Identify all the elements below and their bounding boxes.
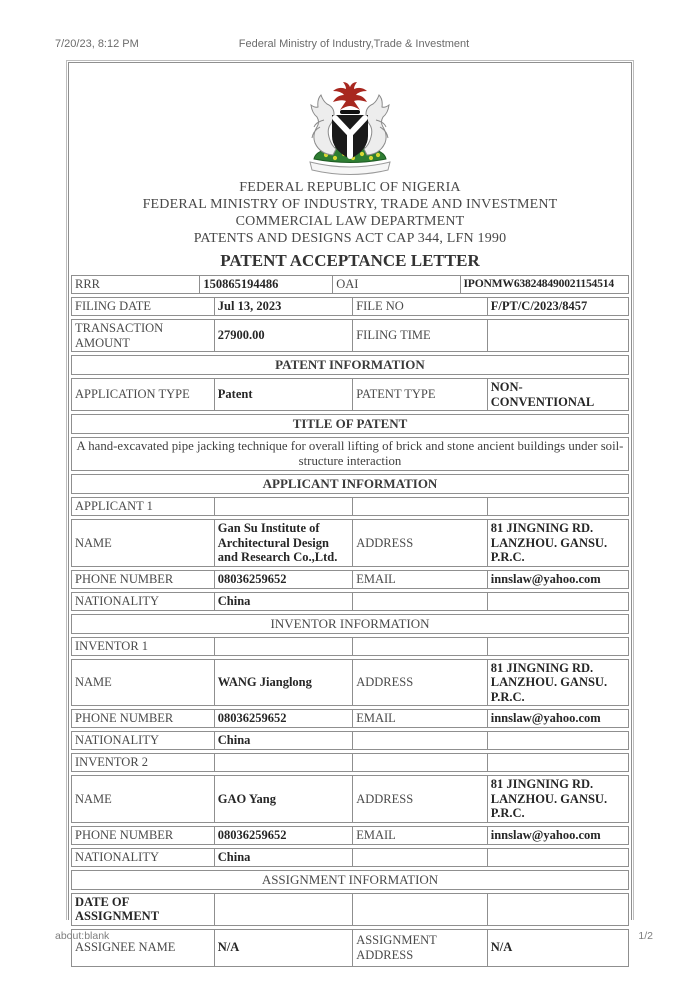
print-header — [55, 38, 653, 50]
field-value: 27900.00 — [214, 320, 352, 351]
section-header-applicant-information: APPLICANT INFORMATION — [71, 474, 629, 494]
table-row-inventor-1-nationality — [71, 731, 629, 750]
field-label: EMAIL — [352, 827, 487, 844]
table-row-inventor-1 — [71, 637, 629, 656]
print-header-doc-title: Federal Ministry of Industry,Trade & Investment — [238, 38, 470, 50]
field-value: N/A — [214, 930, 352, 966]
field-value: China — [214, 849, 352, 866]
table-row-filing-date — [71, 297, 629, 316]
field-label: NAME — [75, 675, 112, 689]
section-header-title-of-patent: TITLE OF PATENT — [71, 414, 629, 434]
document-title: PATENT ACCEPTANCE LETTER — [220, 251, 480, 270]
field-value: 08036259652 — [214, 710, 352, 727]
field-label: NATIONALITY — [75, 593, 160, 608]
field-value: China — [214, 593, 352, 610]
field-label: NAME — [75, 535, 112, 550]
eagle-crest — [333, 82, 367, 114]
table-row-applicant-name — [71, 519, 629, 567]
section-header-assignment-information: ASSIGNMENT INFORMATION — [71, 870, 629, 890]
emblem-container — [69, 79, 631, 179]
field-value — [487, 754, 628, 771]
field-label: PATENT TYPE — [352, 379, 487, 410]
field-label: NAME — [75, 791, 112, 806]
field-value: innslaw@yahoo.com — [487, 571, 628, 588]
field-label: EMAIL — [352, 710, 487, 727]
field-value: GAO Yang — [214, 776, 352, 822]
field-label: PHONE NUMBER — [75, 827, 174, 842]
field-label: INVENTOR 1 — [75, 638, 149, 653]
table-row-inventor-2 — [71, 753, 629, 772]
table-row-inventor-2-phone — [71, 826, 629, 845]
letterhead-line-1: FEDERAL REPUBLIC OF NIGERIA — [239, 180, 461, 195]
table-row-applicant-1 — [71, 497, 629, 516]
field-label: FILING DATE — [75, 299, 152, 314]
letterhead-line-3: COMMERCIAL LAW DEPARTMENT — [235, 214, 465, 229]
field-label: FILING TIME — [352, 320, 487, 351]
field-value: innslaw@yahoo.com — [487, 827, 628, 844]
field-value — [487, 894, 628, 925]
field-label — [352, 498, 487, 515]
letterhead — [69, 179, 631, 275]
field-label: ASSIGNEE NAME — [75, 940, 176, 955]
patent-title-text: A hand-excavated pipe jacking technique for overall lifting of brick and stone ancient buildings under soil-structure interaction — [71, 437, 629, 471]
field-value: Jul 13, 2023 — [214, 298, 352, 315]
field-label: EMAIL — [352, 571, 487, 588]
letterhead-line-4: PATENTS AND DESIGNS ACT CAP 344, LFN 1990 — [193, 231, 507, 246]
table-row-inventor-2-name — [71, 775, 629, 823]
table-row-inventor-1-phone — [71, 709, 629, 728]
field-value: China — [214, 732, 352, 749]
print-footer — [55, 930, 653, 942]
field-label: PHONE NUMBER — [75, 711, 174, 726]
field-label — [352, 638, 487, 655]
field-label: ADDRESS — [352, 520, 487, 566]
field-label: OAI — [332, 276, 459, 293]
field-value: innslaw@yahoo.com — [487, 710, 628, 727]
field-value — [214, 638, 352, 655]
print-footer-page-number: 1/2 — [638, 930, 653, 942]
field-label: FILE NO — [352, 298, 487, 315]
field-label — [352, 754, 487, 771]
field-label: ADDRESS — [352, 660, 487, 706]
field-value: IPONMW638248490021154514 — [460, 276, 628, 293]
field-value — [487, 732, 628, 749]
field-value: N/A — [487, 930, 628, 966]
table-row-transaction-amount — [71, 319, 629, 352]
field-value — [214, 498, 352, 515]
banner-ribbon — [310, 162, 390, 175]
field-label: NATIONALITY — [75, 733, 160, 748]
field-value: 81 JINGNING RD. LANZHOU. GANSU. P.R.C. — [487, 660, 628, 706]
field-value — [487, 320, 628, 351]
details-table — [69, 275, 631, 967]
field-value: 08036259652 — [214, 827, 352, 844]
field-label: PHONE NUMBER — [75, 571, 174, 586]
field-label: NATIONALITY — [75, 849, 160, 864]
field-value — [214, 894, 352, 925]
field-label: APPLICANT 1 — [75, 499, 153, 514]
field-label — [352, 732, 487, 749]
table-row-rrr — [71, 275, 629, 294]
field-value — [487, 593, 628, 610]
field-label: INVENTOR 2 — [75, 755, 149, 770]
table-row-date-of-assignment — [71, 893, 629, 926]
table-row-inventor-1-name — [71, 659, 629, 707]
field-value — [487, 498, 628, 515]
letterhead-line-2: FEDERAL MINISTRY OF INDUSTRY, TRADE AND INVESTMENT — [142, 197, 558, 212]
nigeria-coat-of-arms-icon — [290, 79, 410, 174]
field-label: ASSIGNMENT ADDRESS — [352, 930, 487, 966]
section-header-inventor-information: INVENTOR INFORMATION — [71, 614, 629, 634]
field-value — [487, 638, 628, 655]
field-value: NON-CONVENTIONAL — [487, 379, 628, 410]
field-label — [352, 593, 487, 610]
field-label: RRR — [75, 277, 101, 292]
table-row-application-type — [71, 378, 629, 411]
section-header-patent-information: PATENT INFORMATION — [71, 355, 629, 375]
field-label: TRANSACTION AMOUNT — [75, 321, 164, 350]
table-row-applicant-phone — [71, 570, 629, 589]
field-value: 08036259652 — [214, 571, 352, 588]
print-header-datetime: 7/20/23, 8:12 PM — [55, 38, 139, 50]
table-row-inventor-2-nationality — [71, 848, 629, 867]
field-value: 81 JINGNING RD. LANZHOU. GANSU. P.R.C. — [487, 520, 628, 566]
field-value: 150865194486 — [199, 276, 332, 293]
field-value: F/PT/C/2023/8457 — [487, 298, 628, 315]
print-footer-url: about:blank — [55, 930, 110, 942]
table-row-applicant-nationality — [71, 592, 629, 611]
field-label — [352, 849, 487, 866]
field-label: DATE OF ASSIGNMENT — [75, 894, 160, 923]
field-value: Patent — [214, 379, 352, 410]
field-value — [214, 754, 352, 771]
field-value: 81 JINGNING RD. LANZHOU. GANSU. P.R.C. — [487, 776, 628, 822]
field-value — [487, 849, 628, 866]
field-label: APPLICATION TYPE — [75, 387, 190, 402]
field-label — [352, 894, 487, 925]
field-label: ADDRESS — [352, 776, 487, 822]
field-value: WANG Jianglong — [214, 660, 352, 706]
field-value: Gan Su Institute of Architectural Design and Research Co.,Ltd. — [214, 520, 352, 566]
